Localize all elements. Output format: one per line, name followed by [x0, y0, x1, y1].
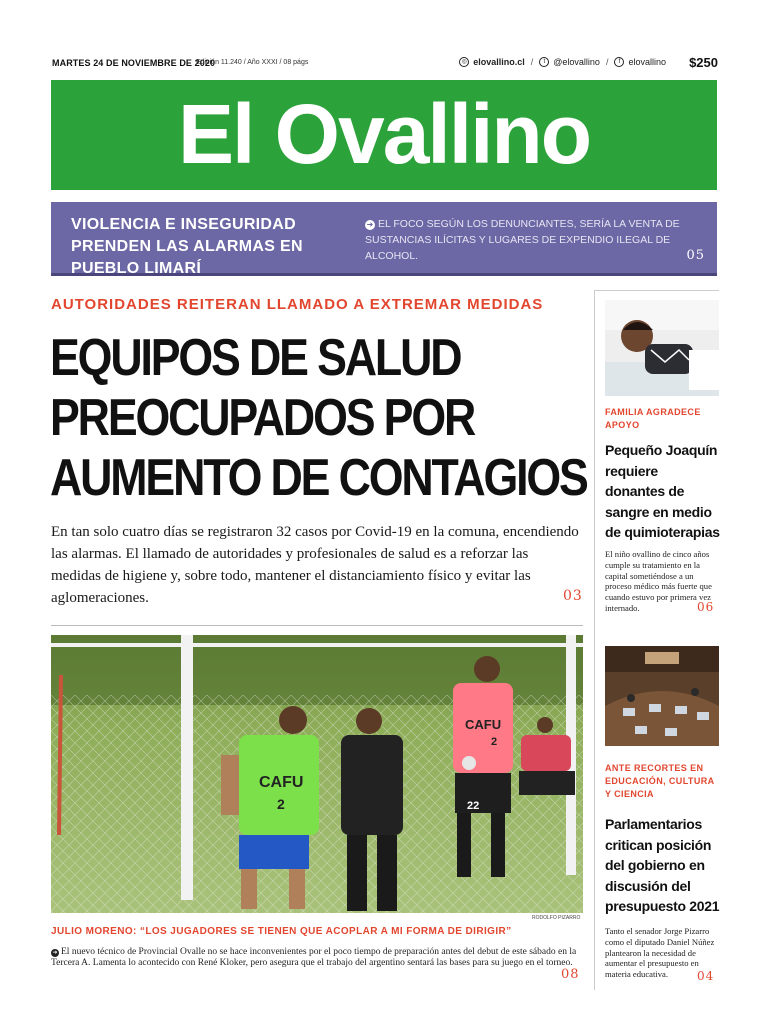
photo-text: ➜ El nuevo técnico de Provincial Ovalle no se hace inconvenientes por el poco tiempo de preparación antes del debut de este sábado en la Tercera A. Lamenta lo acontecido con René Kloker, pero asegura que el trabajo del argentino sentará las bases para su juego en el torneo. [51, 947, 577, 968]
sidebar-story1-body: El niño ovallino de cinco años cumple su tratamiento en la capital sometiéndose a un proceso médico más fuerte que cuando estuvo por primera vez internado. [605, 549, 712, 613]
arrow-right-icon: ➜ [366, 220, 374, 229]
web-icon: ◎ [459, 57, 469, 67]
facebook-icon: f [614, 57, 624, 67]
sidebar [594, 290, 718, 990]
twitter-link[interactable]: @elovallino [553, 57, 600, 67]
masthead [51, 80, 717, 190]
svg-text:CAFU: CAFU [465, 717, 502, 732]
alert-headline: VIOLENCIA E INSEGURIDAD PRENDEN LAS ALARMAS EN PUEBLO LIMARÍ [71, 216, 303, 277]
lead-headline[interactable] [50, 328, 587, 508]
sidebar-story2-kicker: ANTE RECORTES EN EDUCACIÓN, CULTURA Y CIENCIA [605, 763, 715, 799]
twitter-icon: t [539, 57, 549, 67]
svg-text:CAFU: CAFU [259, 774, 304, 791]
lead-page-number: 03 [563, 588, 583, 604]
lead-headline-line: PREOCUPADOS POR [50, 389, 475, 447]
lead-headline-line: EQUIPOS DE SALUD [50, 329, 461, 387]
alert-subtext: ➜ EL FOCO SEGÚN LOS DENUNCIANTES, SERÍA LA VENTA DE SUSTANCIAS ILÍCITAS Y LUGARES DE EXPENDIO ILEGAL DE ALCOHOL. [365, 218, 680, 262]
top-bar [52, 56, 718, 72]
facebook-link[interactable]: elovallino [628, 57, 666, 67]
lead-headline-line: AUMENTO DE CONTAGIOS [50, 449, 587, 507]
sidebar-story2-body: Tanto el senador Jorge Pizarro como el diputado Daniel Núñez plantearon la necesidad de aumentar el presupuesto en materia educativa. [605, 926, 715, 980]
arrow-right-icon: ➜ [52, 950, 58, 956]
alert-page-number: 05 [686, 248, 705, 263]
svg-text:2: 2 [491, 736, 498, 748]
lead-lede: En tan solo cuatro días se registraron 32 casos por Covid-19 en la comuna, encendiendo las alarmas. El llamado de autoridades y profesionales de salud es a reforzar las medidas de higiene y, sobre todo, mantener el distanciamiento físico y evitar las aglomeraciones. [51, 524, 579, 606]
football-training-photo [51, 635, 583, 913]
svg-text:22: 22 [467, 800, 480, 812]
photo-credit: RODOLFO PIZARRO [532, 915, 581, 921]
svg-text:2: 2 [277, 796, 285, 812]
issue-date: MARTES 24 DE NOVIEMBRE DE 2020 [52, 58, 216, 68]
sidebar-story1-kicker: FAMILIA AGRADECE APOYO [605, 407, 701, 430]
photo-page-number: 08 [561, 967, 580, 982]
sidebar-story1-headline[interactable]: Pequeño Joaquín requiere donantes de sangre en medio de quimioterapias [605, 442, 720, 540]
parliament-photo [605, 646, 719, 746]
alert-banner[interactable] [51, 202, 717, 276]
sidebar-story2-page: 04 [697, 969, 715, 983]
sidebar-story2-headline[interactable]: Parlamentarios critican posición del gobierno en discusión del presupuesto 2021 [605, 816, 720, 914]
price: $250 [689, 55, 718, 70]
website-link[interactable]: elovallino.cl [473, 57, 525, 67]
lead-kicker: AUTORIDADES REITERAN LLAMADO A EXTREMAR MEDIDAS [51, 296, 544, 313]
sidebar-story1-page: 06 [697, 600, 715, 614]
photo-kicker: JULIO MORENO: “LOS JUGADORES SE TIENEN QUE ACOPLAR A MI FORMA DE DIRIGIR” [51, 926, 512, 937]
divider [51, 625, 583, 626]
masthead-logo: El Ovallino [177, 87, 591, 181]
child-hospital-photo [605, 300, 719, 396]
contact-links: ◎ elovallino.cl / t @elovallino / f elovallino [459, 57, 666, 67]
edition-info: Edición 11.240 / Año XXXI / 08 págs [196, 59, 309, 66]
